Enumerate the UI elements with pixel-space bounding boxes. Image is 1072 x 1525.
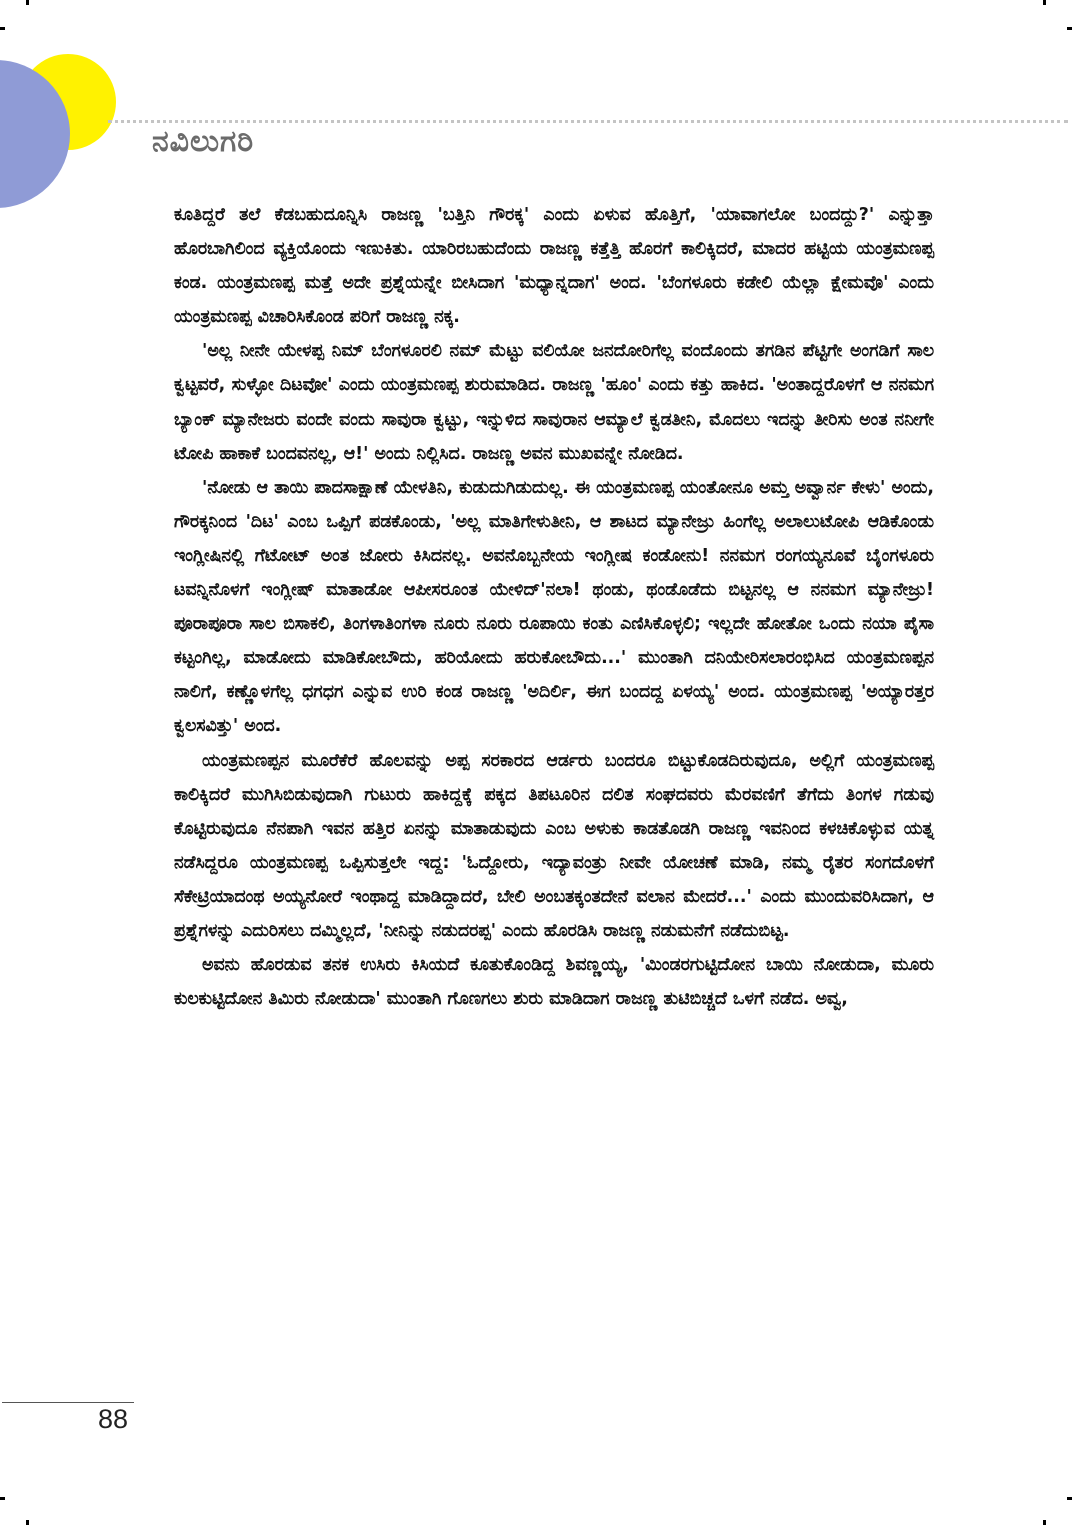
- body-text: [174, 198, 934, 1016]
- crop-mark-top-left: [0, 27, 5, 30]
- crop-mark-top-right-v: [1043, 0, 1046, 5]
- paragraph-5: ಅವನು ಹೊರಡುವ ತನಕ ಉಸಿರು ಕಿಸಿಯದೆ ಕೂತುಕೊಂಡಿದ್ದ ಶಿವಣ್ಣಯ್ಯ, 'ಮಿಂಡರಗುಟ್ಟಿದೋನ ಬಾಯಿ ನೋಡುದಾ, ಮೂರು ಕುಲಕುಟ್ಟಿದೋನ ತಿಮಿರು ನೋಡುದಾ' ಮುಂತಾಗಿ ಗೊಣಗಲು ಶುರು ಮಾಡಿದಾಗ ರಾಜಣ್ಣ ತುಟಿಬಿಚ್ಚದೆ ಒಳಗೆ ನಡೆದ. ಅವ್ವ,: [174, 955, 934, 1010]
- header-dotted-rule: [108, 120, 1068, 123]
- crop-mark-top-right: [1067, 27, 1072, 30]
- crop-mark-top-left-v: [26, 0, 29, 5]
- paragraph-2: 'ಅಲ್ಲ ನೀನೇ ಯೇಳಪ್ಪ ನಿಮ್ ಬೆಂಗಳೂರಲಿ ನಮ್ ಮೆಟ್ಟು ವಲಿಯೋ ಜನದೋರಿಗೆಲ್ಲ ವಂದೊಂದು ತಗಡಿನ ಪೆಟ್ಟಿಗೇ ಅಂಗಡಿಗೆ ಸಾಲ ಕ್ವಟ್ಟವರೆ, ಸುಳ್ಳೋ ದಿಟವೋ' ಎಂದು ಯಂತ್ರಮಣಪ್ಪ ಶುರುಮಾಡಿದ. ರಾಜಣ್ಣ 'ಹೂಂ' ಎಂದು ಕತ್ತು ಹಾಕಿದ. 'ಅಂತಾದ್ದರೊಳಗೆ ಆ ನನಮಗ ಬ್ಯಾಂಕ್ ಮ್ಯಾನೇಜರು ವಂದೇ ವಂದು ಸಾವುರಾ ಕ್ವಟ್ಟು, ಇನ್ನುಳಿದ ಸಾವುರಾನ ಆಮ್ಯಾಲೆ ಕ್ವಡತೀನಿ, ಮೊದಲು ಇದನ್ನು ತೀರಿಸು ಅಂತ ನನೀಗೇ ಟೋಪಿ ಹಾಕಾಕೆ ಬಂದವನಲ್ಲ, ಆ!' ಅಂದು ನಿಲ್ಲಿಸಿದ. ರಾಜಣ್ಣ ಅವನ ಮುಖವನ್ನೇ ನೋಡಿದ.: [174, 341, 934, 464]
- paragraph-3: 'ನೋಡು ಆ ತಾಯಿ ಪಾದಸಾಕ್ಷಾಣೆ ಯೇಳತಿನಿ, ಕುಡುದುಗಿಡುದುಲ್ಲ. ಈ ಯಂತ್ರಮಣಪ್ಪ ಯಂತೋನೂ ಅಮ್ತ ಅವ್ವಾರ್ನ ಕೇಳು' ಅಂದು, ಗೌರಕ್ಕನಿಂದ 'ದಿಟ' ಎಂಬ ಒಪ್ಪಿಗೆ ಪಡಕೊಂಡು, 'ಅಲ್ಲ ಮಾತಿಗೇಳುತೀನಿ, ಆ ಶಾಟದ ಮ್ಯಾನೇಜ್ರು ಹಿಂಗೆಲ್ಲ ಅಲಾಲುಟೋಪಿ ಆಡಿಕೊಂಡು ಇಂಗ್ಲೀಷಿನಲ್ಲಿ ಗೆಟೋಟ್ ಅಂತ ಜೋರು ಕಿಸಿದನಲ್ಲ. ಅವನೊಬ್ಬನೇಯ ಇಂಗ್ಲೀಷ ಕಂಡೋನು! ನನಮಗ ರಂಗಯ್ಯನೂವೆ ಬೈಂಗಳೂರು ಟವನ್ನಿನೊಳಗೆ ಇಂಗ್ಲೀಷ್ ಮಾತಾಡೋ ಆಪೀಸರೂಂತ ಯೇಳಿದ್'ನಲಾ! ಥಂಡು, ಥಂಡೊಡೆದು ಬಿಟ್ಟನಲ್ಲ ಆ ನನಮಗ ಮ್ಯಾನೇಜ್ರು! ಪೂರಾಪೂರಾ ಸಾಲ ಬಿಸಾಕಲಿ, ತಿಂಗಳಾತಿಂಗಳಾ ನೂರು ನೂರು ರೂಪಾಯಿ ಕಂತು ಎಣಿಸಿಕೊಳ್ಳಲಿ; ಇಲ್ಲದೇ ಹೋತೋ ಒಂದು ನಯಾ ಪೈಸಾ ಕಟ್ಟಂಗಿಲ್ಲ, ಮಾಡೋದು ಮಾಡಿಕೋಬೌದು, ಹರಿಯೋದು ಹರುಕೋಬೌದು...' ಮುಂತಾಗಿ ದನಿಯೇರಿಸಲಾರಂಭಿಸಿದ ಯಂತ್ರಮಣಪ್ಪನ ನಾಲಿಗೆ, ಕಣ್ಣೊಳಗೆಲ್ಲ ಧಗಧಗ ಎನ್ನುವ ಉರಿ ಕಂಡ ರಾಜಣ್ಣ 'ಅದಿರ್ಲಿ, ಈಗ ಬಂದದ್ದ ಏಳಯ್ಯ' ಅಂದ. ಯಂತ್ರಮಣಪ್ಪ 'ಅಯ್ಯಾರತ್ತರ ಕ್ವಲಸವಿತ್ತು' ಅಂದ.: [174, 477, 934, 737]
- running-header-title: ನವಿಲುಗರಿ: [152, 124, 255, 159]
- paragraph-1: ಕೂತಿದ್ದರೆ ತಲೆ ಕೆಡಬಹುದೂನ್ನಿಸಿ ರಾಜಣ್ಣ 'ಬತ್ತಿನಿ ಗೌರಕ್ಕ' ಎಂದು ಏಳುವ ಹೊತ್ತಿಗೆ, 'ಯಾವಾಗಲೋ ಬಂದದ್ದು?' ಎನ್ನುತ್ತಾ ಹೊರಬಾಗಿಲಿಂದ ವ್ಯಕ್ತಿಯೊಂದು ಇಣುಕಿತು. ಯಾರಿರಬಹುದೆಂದು ರಾಜಣ್ಣ ಕತ್ತೆತ್ತಿ ಹೊರಗೆ ಕಾಲಿಕ್ಕಿದರೆ, ಮಾದರ ಹಟ್ಟಿಯ ಯಂತ್ರಮಣಪ್ಪ ಕಂಡ. ಯಂತ್ರಮಣಪ್ಪ ಮತ್ತೆ ಅದೇ ಪ್ರಶ್ನೆಯನ್ನೇ ಬೀಸಿದಾಗ 'ಮಧ್ಯಾನ್ನದಾಗ' ಅಂದ. 'ಬೆಂಗಳೂರು ಕಡೇಲಿ ಯೆಲ್ಲಾ ಕ್ಷೇಮವೊ' ಎಂದು ಯಂತ್ರಮಣಪ್ಪ ವಿಚಾರಿಸಿಕೊಂಡ ಪರಿಗೆ ರಾಜಣ್ಣ ನಕ್ಕ.: [174, 205, 934, 328]
- crop-mark-bottom-right: [1067, 1497, 1072, 1500]
- crop-mark-bottom-left-v: [26, 1520, 29, 1525]
- footer-rule: [2, 1402, 134, 1403]
- paragraph-4: ಯಂತ್ರಮಣಪ್ಪನ ಮೂರೆಕೆರೆ ಹೊಲವನ್ನು ಅಪ್ಪ ಸರಕಾರದ ಆರ್ಡರು ಬಂದರೂ ಬಿಟ್ಟುಕೊಡದಿರುವುದೂ, ಅಲ್ಲಿಗೆ ಯಂತ್ರಮಣಪ್ಪ ಕಾಲಿಕ್ಕಿದರೆ ಮುಗಿಸಿಬಿಡುವುದಾಗಿ ಗುಟುರು ಹಾಕಿದ್ದಕ್ಕೆ ಪಕ್ಕದ ತಿಪಟೂರಿನ ದಲಿತ ಸಂಘದವರು ಮೆರವಣಿಗೆ ತೆಗೆದು ತಿಂಗಳ ಗಡುವು ಕೊಟ್ಟಿರುವುದೂ ನೆನಪಾಗಿ ಇವನ ಹತ್ತಿರ ಏನನ್ನು ಮಾತಾಡುವುದು ಎಂಬ ಅಳುಕು ಕಾಡತೊಡಗಿ ರಾಜಣ್ಣ ಇವನಿಂದ ಕಳಚಿಕೊಳ್ಳುವ ಯತ್ನ ನಡೆಸಿದ್ದರೂ ಯಂತ್ರಮಣಪ್ಪ ಒಪ್ಪಿಸುತ್ತಲೇ ಇದ್ದ: 'ಓದ್ದೋರು, ಇದ್ಯಾವಂತ್ರು ನೀವೇ ಯೋಚಣೆ ಮಾಡಿ, ನಮ್ಮ ರೈತರ ಸಂಗದೊಳಗೆ ಸೆಕೇಟ್ರಿಯಾದಂಥ ಅಯ್ಯನೋರೆ ಇಂಥಾದ್ದ ಮಾಡಿದ್ದಾದರೆ, ಬೇಲಿ ಅಂಬತಕ್ಕಂತದೇನೆ ವಲಾನ ಮೇದರೆ...' ಎಂದು ಮುಂದುವರಿಸಿದಾಗ, ಆ ಪ್ರಶ್ನೆಗಳನ್ನು ಎದುರಿಸಲು ದಮ್ಮಿಲ್ಲದೆ, 'ನೀನಿನ್ನು ನಡುದರಪ್ಪ' ಎಂದು ಹೊರಡಿಸಿ ರಾಜಣ್ಣ ನಡುಮನೆಗೆ ನಡೆದುಬಿಟ್ಟ.: [174, 750, 934, 941]
- page-number: 88: [98, 1404, 129, 1434]
- crop-mark-bottom-left: [0, 1497, 5, 1500]
- crop-mark-bottom-right-v: [1043, 1520, 1046, 1525]
